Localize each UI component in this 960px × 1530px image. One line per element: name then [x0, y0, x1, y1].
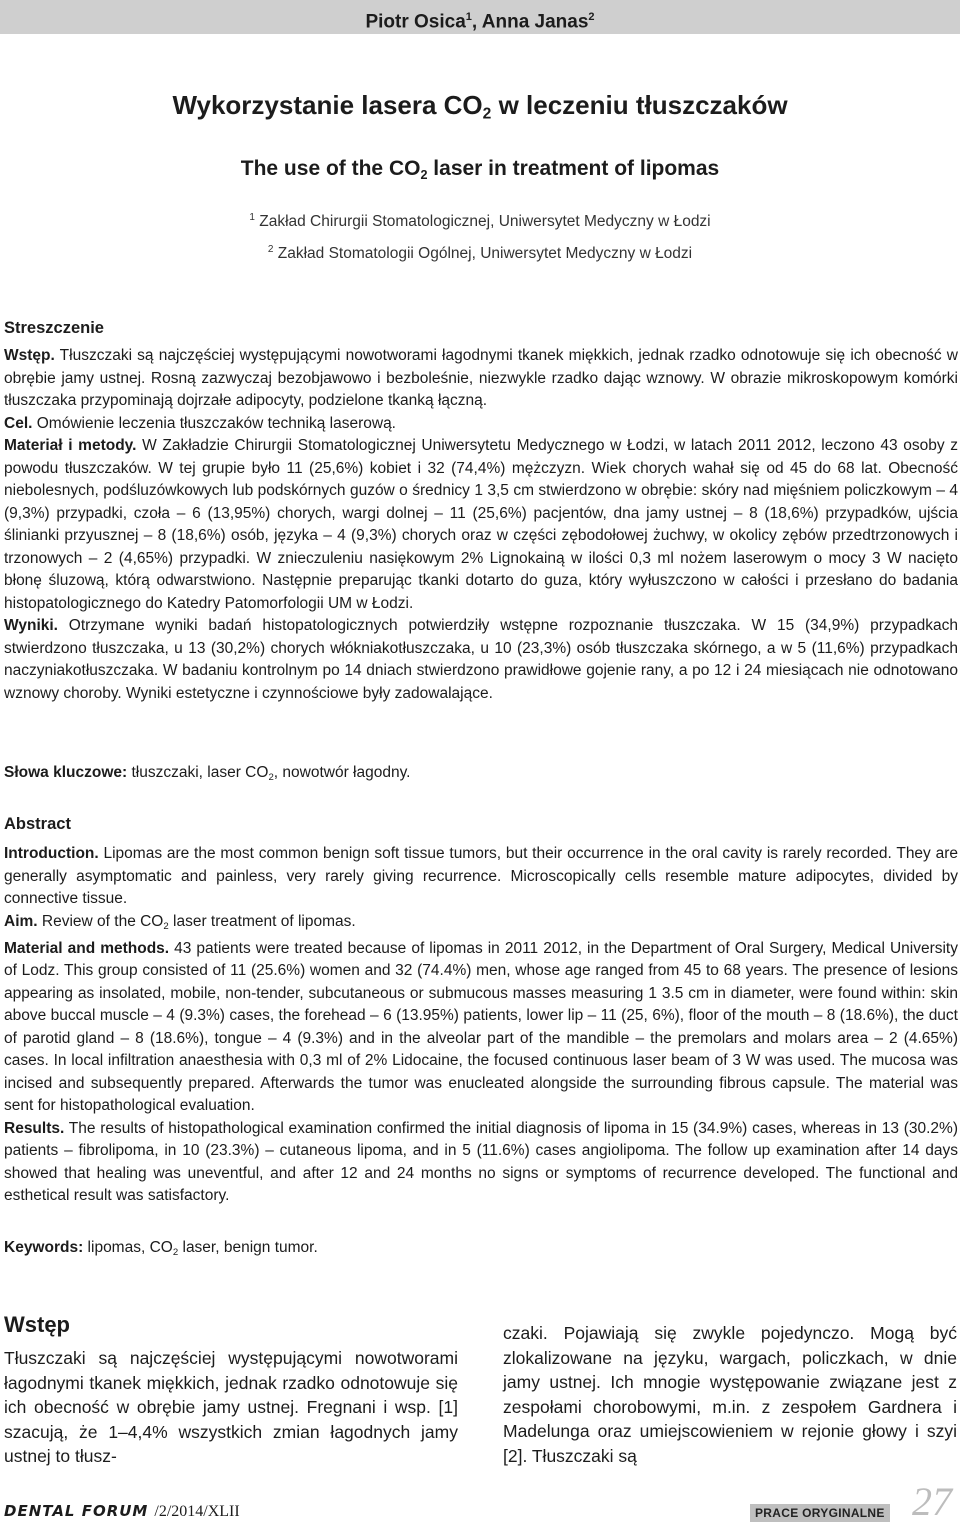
abstract-heading: Abstract — [4, 815, 71, 833]
affiliation-mark: 1 — [249, 212, 255, 223]
section-text: The results of histopathological examination confirmed the initial diagnosis of lipoma in 15 (34.9%) cases, whereas in 13 (30.2%) patients – fibrolipoma, in 10 (23.3%) – cutaneous lipoma, and in 5 (11.6%) cases angiolipoma. The follow up examination after 14 days showed that healing was uneventful, and after 12 and 24 months no signs or symptoms of recurrence developed. The functional and esthetical result was satisfactory. — [4, 1119, 958, 1205]
section-text: Review of the CO — [37, 912, 164, 930]
keywords-text: tłuszczaki, laser CO — [127, 764, 269, 781]
abstract-aim — [4, 911, 958, 938]
affiliation-mark: 2 — [267, 244, 274, 255]
abstract-introduction — [4, 843, 958, 911]
affiliation-text: Zakład Chirurgii Stomatologicznej, Uniwersytet Medyczny w Łodzi — [254, 213, 711, 231]
keywords-subscript: 2 — [268, 771, 274, 783]
section-text: Lipomas are the most common benign soft tissue tumors, but their occurrence in the oral cavity is rarely recorded. They are generally asymptomatic and painless, very rarely giving recurrence. Microscopically cells resemble mature adipocytes, divided by connective tissue. — [4, 845, 958, 907]
section-subscript: 2 — [163, 920, 169, 932]
body-column-right: czaki. Pojawiają się zwykle pojedynczo. Mogą być zlokalizowane na języku, wargach, policzkach, w dnie jamy ustnej. Ich mnogie występowanie związane jest z zespołami chorobowymi, m.in. z zespołem Gardnera i Madelunga oraz umiejscowieniem w rejonie głowy i szyi [2]. Tłuszczaki są — [503, 1323, 957, 1466]
author-bar — [0, 0, 960, 34]
author-name: Anna Janas — [481, 11, 589, 33]
streszczenie-body — [4, 345, 958, 705]
author-affiliation-mark: 2 — [588, 11, 595, 23]
streszczenie-wstep — [4, 345, 958, 413]
streszczenie-wyniki — [4, 615, 958, 705]
title-text: Wykorzystanie lasera CO — [172, 90, 483, 120]
keywords-text: , nowotwór łagodny. — [273, 764, 411, 781]
abstract-body — [4, 843, 958, 1208]
journal-issue: /2/2014/XLII — [154, 1503, 240, 1520]
section-label: Materiał i metody. — [4, 437, 137, 454]
title-english — [0, 157, 960, 182]
streszczenie-heading: Streszczenie — [4, 319, 104, 337]
streszczenie-cel — [4, 413, 958, 436]
author-affiliation-mark: 1 — [465, 11, 472, 23]
abstract-results — [4, 1118, 958, 1208]
journal-name: DENTAL FORUM — [4, 1502, 149, 1520]
affiliation-1 — [0, 212, 960, 231]
section-label: Wyniki. — [4, 617, 58, 634]
section-label: Material and methods. — [4, 939, 170, 957]
keywords-label: Słowa kluczowe: — [4, 764, 128, 781]
section-text: laser treatment of lipomas. — [168, 912, 356, 930]
section-label: Introduction. — [4, 845, 99, 862]
title-polish — [0, 90, 960, 124]
title-text: laser in treatment of lipomas — [427, 157, 720, 180]
keywords-label: Keywords: — [4, 1239, 84, 1256]
affiliation-2 — [0, 244, 960, 263]
section-label: Aim. — [4, 912, 38, 930]
streszczenie-materialy — [4, 435, 958, 615]
section-text: Omówienie leczenia tłuszczaków techniką laserową. — [32, 414, 396, 432]
section-label: Results. — [4, 1119, 65, 1137]
section-text: Otrzymane wyniki badań histopatologicznych potwierdziły wstępne rozpoznanie tłuszczaka. W 15 (34,9%) przypadkach stwierdzono tłuszczaka, u 13 (30,2%) chorych włókniakotłuszczaka, u 10 (23,3%) osób tłuszczaka skórnego, a w 5 (11,6%) przypadkach naczyniakotłuszczaka. W badaniu kontrolnym po 14 dniach stwierdzono prawidłowe gojenie rany, a po 12 i 24 miesiącach nie odnotowano wznowy choroby. Wyniki estetyczne i czynnościowe były zadowalające. — [4, 617, 958, 702]
section-label: Cel. — [4, 414, 33, 432]
section-label: Wstęp. — [4, 347, 55, 364]
section-text: W Zakładzie Chirurgii Stomatologicznej Uniwersytetu Medycznego w Łodzi, w latach 2011 2012, leczono 43 osoby z powodu tłuszczaków. W tej grupie było 11 (25,6%) kobiet i 32 (74,4%) mężczyzn. Wiek chorych wahał się od 45 do 68 lat. Obecność niebolesnych, podśluzówkowych lub podskórnych guzów o średnicy 1 3,5 cm stwierdzono w obrębie: skóry nad mięśniem policzkowym – 4 (9,3%) przypadki, czoła – 6 (13,95%) chorych, wargi dolnej – 11 (25,6%) pacjentów, dna jamy ustnej – 8 (18,6%) przypadków, ujścia ślinianki przyusznej – 8 (18,6%) osób, języka – 4 (9,3%) chorych oraz w części zębodołowej żuchwy, w okolicy zębów przedtrzonowych i trzonowych – 2 (4,65%) przypadki. W znieczuleniu nasiękowym 2% Lignokainą w ilości 0,3 ml nożem laserowym o mocy 3 W nacięto błonę śluzową, którą odwarstwiono. Następnie preparując tkanki dotarto do guza, który wyłuszczono w całości i przesłano do badania histopatologicznego do Katedry Patomorfologii UM w Łodzi. — [4, 437, 959, 612]
abstract-methods — [4, 938, 958, 1118]
keywords-subscript: 2 — [172, 1246, 179, 1258]
footer-journal — [4, 1502, 240, 1521]
author-separator: , — [471, 11, 482, 33]
title-subscript: 2 — [420, 167, 428, 182]
section-text: Tłuszczaki są najczęściej występującymi nowotworami łagodnymi tkanek miękkich, jednak rzadko odnotowuje się ich obecność w obrębie jamy ustnej. Rosną zazwyczaj bezobjawowo i bezboleśnie, niezwykle rzadko dając wznowy. W obrazie mikroskopowym komórki tłuszczaka przypominają dojrzałe adipocyty, podzielone tkanką łączną. — [4, 347, 958, 409]
title-text: w leczeniu tłuszczaków — [491, 90, 788, 120]
author-name: Piotr Osica — [365, 11, 466, 33]
body-column-left: Tłuszczaki są najczęściej występującymi nowotworami łagodnymi tkanek miękkich, jednak rzadko odnotowuje się ich obecność w obrębie jamy ustnej. Fregnani i wsp. [1] szacują, że 1–4,4% wszystkich zmian łagodnych jamy ustnej to tłusz- — [4, 1348, 458, 1467]
keywords-text: lipomas, CO — [83, 1239, 173, 1256]
keywords-polish — [4, 764, 411, 783]
title-text: The use of the CO — [240, 157, 421, 180]
body-heading: Wstęp — [4, 1312, 70, 1337]
section-badge: PRACE ORYGINALNE — [750, 1504, 890, 1522]
section-text: 43 patients were treated because of lipomas in 2011 2012, in the Department of Oral Surgery, Medical University of Lodz. This group consisted of 11 (25.6%) women and 32 (74.4%) men, whose age ranged from 45 to 68 years. The presence of lesions appearing as insolated, mobile, non-tender, subcutaneous or submucous masses measuring 1 3.5 cm in diameter, were found within: skin above buccal muscle – 4 (9.3%) cases, the forehead – 6 (13.95%) patients, lower lip – 11 (25, 6%), floor of the mouth – 8 (18.6%), the duct of parotid gland – 8 (18.6%), tongue – 4 (9.3%) and in the alveolar part of the mandible – the premolars and molars area – 2 (4.65%) cases. In local infiltration anaesthesia with 0,3 ml of 2% Lidocaine, the focused continuous laser beam of 3 W was used. The mucosa was incised and subsequently prepared. Afterwards the tumor was enucleated alongside the surrounding fibrous capsule. The material was sent for histopathological evaluation. — [4, 939, 958, 1115]
affiliation-text: Zakład Stomatologii Ogólnej, Uniwersytet Medyczny w Łodzi — [273, 245, 693, 263]
keywords-text: laser, benign tumor. — [178, 1239, 318, 1256]
page-number: 27 — [912, 1479, 952, 1524]
keywords-english — [4, 1239, 318, 1258]
title-subscript: 2 — [482, 105, 492, 123]
